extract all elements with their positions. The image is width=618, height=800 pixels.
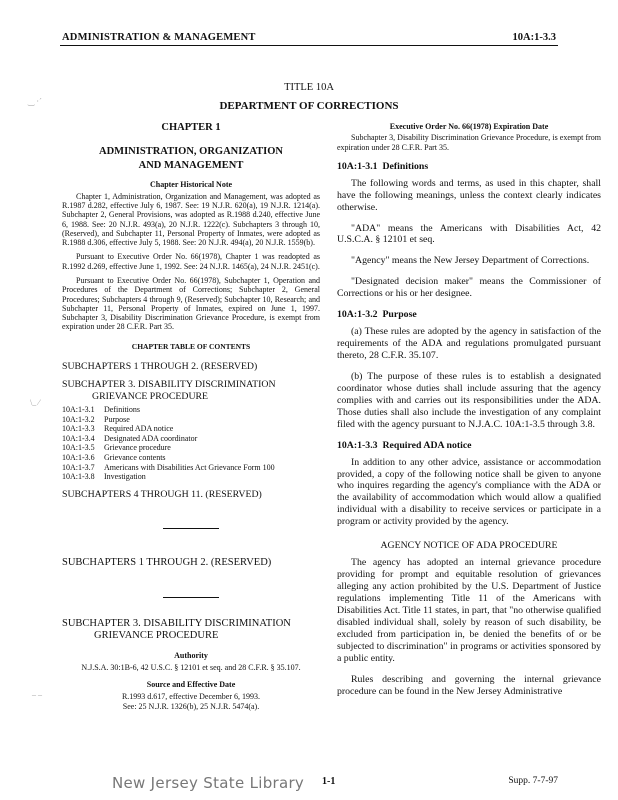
toc-item — [62, 415, 320, 425]
subchapters-1-2-heading: SUBCHAPTERS 1 THROUGH 2. (RESERVED) — [62, 557, 272, 569]
definition-ada: "ADA" means the Americans with Disabilities Act, 42 U.S.C.A. § 12101 et seq. — [337, 222, 601, 246]
toc-item — [62, 463, 320, 473]
title-heading: TITLE 10A — [284, 82, 334, 93]
notice-requirement-paragraph: In addition to any other advice, assistance or accommodation provided, a copy of the following notice shall be given to anyone who inquires regarding the agency's compliance with the ADA or the availability of accommodation which would allow a qualified individual with a disability to receive services or participate in a program or activity provided by the agency. — [337, 456, 601, 528]
toc-item-number: 10A:1-3.8 — [62, 472, 95, 482]
section-title: Definitions — [382, 160, 429, 172]
section-number: 10A:1-3.1 — [337, 160, 378, 172]
toc-subchapter-3-line1: SUBCHAPTER 3. DISABILITY DISCRIMINATION — [62, 379, 276, 390]
definitions-intro: The following words and terms, as used in this chapter, shall have the following meanings, unless the context clearly indicates otherwise. — [337, 177, 601, 213]
toc-item-label: Grievance contents — [104, 453, 166, 463]
source-line-2: See: 25 N.J.R. 1326(b), 25 N.J.R. 5474(a). — [122, 701, 260, 711]
definition-decision-maker: "Designated decision maker" means the Commissioner of Corrections or his or her designee. — [337, 276, 601, 300]
historical-note-heading: Chapter Historical Note — [149, 179, 233, 189]
definition-agency: "Agency" means the New Jersey Department of Corrections. — [351, 255, 590, 267]
authority-text: N.J.S.A. 30:1B-6, 42 U.S.C. § 12101 et seq. and 28 C.F.R. § 35.107. — [81, 662, 301, 672]
library-watermark: New Jersey State Library — [112, 774, 305, 792]
toc-item-number: 10A:1-3.4 — [62, 433, 95, 443]
right-column — [337, 122, 601, 697]
toc-item — [62, 443, 320, 453]
toc-item-number: 10A:1-3.7 — [62, 462, 95, 472]
toc-item-label: Grievance procedure — [104, 443, 171, 453]
historical-note-paragraph-3: Pursuant to Executive Order No. 66(1978), Subchapter 1, Operation and Procedures of the Department of Corrections; Subchapter 2, General Procedures; Subchapters 4 through 9, (Reserved); Subchapter 10, Research; and Subchapter 11, Personal Property of Inmates, expired on June 1, 1997. Subchapter 3, Disability Discrimination Grievance Procedure, is exempt from expiration under 28 C.F.R. Part 35. — [62, 276, 320, 332]
authority-heading: Authority — [174, 650, 208, 660]
historical-note-paragraph-2: Pursuant to Executive Order No. 66(1978), Chapter 1 was readopted as R.1992 d.269, effective June 1, 1992. See: 24 N.J.R. 1465(a), 24 N.J.R. 2451(c). — [62, 252, 320, 271]
toc-subchapter-3-line2: GRIEVANCE PROCEDURE — [92, 390, 209, 402]
source-heading: Source and Effective Date — [146, 680, 236, 690]
agency-notice-heading: AGENCY NOTICE OF ADA PROCEDURE — [380, 540, 558, 552]
toc-item-label: Definitions — [104, 405, 140, 415]
toc-item-label: Designated ADA coordinator — [104, 433, 198, 443]
agency-notice-paragraph-2: Rules describing and governing the internal grievance procedure can be found in the New Jersey Administrative — [337, 673, 601, 697]
toc-item — [62, 434, 320, 444]
toc-subchapters-1-2: SUBCHAPTERS 1 THROUGH 2. (RESERVED) — [62, 361, 258, 373]
section-3-3-heading — [337, 440, 601, 452]
exec-order-heading: Executive Order No. 66(1978) Expiration Date — [389, 122, 549, 131]
source-line-1: R.1993 d.617, effective December 6, 1993. — [121, 692, 261, 702]
toc-item-number: 10A:1-3.6 — [62, 453, 95, 463]
subchapter-3-heading-line2: GRIEVANCE PROCEDURE — [94, 630, 219, 642]
toc-item-number: 10A:1-3.3 — [62, 424, 95, 434]
toc-item — [62, 453, 320, 463]
scan-mark: ‿ ·´ — [28, 97, 42, 106]
toc-heading: CHAPTER TABLE OF CONTENTS — [131, 341, 251, 351]
left-column — [62, 122, 320, 711]
toc-item-label: Investigation — [104, 472, 146, 482]
section-title: Required ADA notice — [382, 439, 472, 451]
chapter-heading: CHAPTER 1 — [161, 122, 221, 133]
exec-order-text: Subchapter 3, Disability Discrimination Grievance Procedure, is exempt from expiration under 28 C.F.R. Part 35. — [337, 133, 601, 152]
purpose-paragraph-b: (b) The purpose of these rules is to establish a designated coordinator whose duties shall include assuring that the agency complies with and carries out its responsibilities under the ADA. Those duties shall also include the investigation of any complaint filed with the agency pursuant to N.J.A.C. 10A:1-3.5 through 3.8. — [337, 370, 601, 430]
toc-item-label: Purpose — [104, 414, 130, 424]
toc-item-label: Required ADA notice — [104, 424, 174, 434]
section-number: 10A:1-3.3 — [337, 439, 378, 451]
toc-item — [62, 424, 320, 434]
chapter-title-line2: AND MANAGEMENT — [138, 159, 244, 171]
running-header-title: ADMINISTRATION & MANAGEMENT — [62, 32, 256, 43]
toc-item-number: 10A:1-3.1 — [62, 405, 95, 415]
department-heading: DEPARTMENT OF CORRECTIONS — [219, 100, 399, 112]
section-3-1-heading — [337, 161, 601, 173]
toc-subchapters-4-11: SUBCHAPTERS 4 THROUGH 11. (RESERVED) — [62, 488, 262, 500]
section-number: 10A:1-3.2 — [337, 309, 378, 321]
toc-item-label: Americans with Disabilities Act Grievance Form 100 — [104, 462, 275, 472]
historical-note-paragraph-1: Chapter 1, Administration, Organization and Management, was adopted as R.1987 d.282, effective July 6, 1987. See: 19 N.J.R. 620(a), 19 N.J.R. 1214(a). Subchapter 2, General Provisions, was adopted as R.1988 d.240, effective June 6, 1988. See: 20 N.J.R. 493(a), 20 N.J.R. 1222(c). Subchapters 3 through 10, (Reserved), and Subchapter 11, Personal Property of Inmates, were adopted as R.1988 d.306, effective July 5, 1988. See: 20 N.J.R. 494(a), 20 N.J.R. 1559(b). — [62, 191, 320, 248]
toc-item — [62, 472, 320, 482]
toc-item-number: 10A:1-3.5 — [62, 443, 95, 453]
agency-notice-paragraph-1: The agency has adopted an internal grievance procedure providing for prompt and equitable resolution of grievances alleging any action prohibited by the U.S. Department of Justice regulations implementing Title 11 of the Americans with Disabilities Act. Title 11 states, in part, that "no otherwise qualified disabled individual shall, solely by reason of such disability, be excluded from participation in, be denied the benefits of or be subjected to discrimination" in programs or activities sponsored by a public entity. — [337, 557, 601, 664]
supplement-date: Supp. 7-7-97 — [508, 776, 558, 786]
chapter-title-line1: ADMINISTRATION, ORGANIZATION — [99, 146, 283, 158]
running-header-section: 10A:1-3.3 — [512, 32, 556, 43]
section-title: Purpose — [382, 309, 417, 321]
toc-item-number: 10A:1-3.2 — [62, 414, 95, 424]
toc-item — [62, 405, 320, 415]
toc-list — [62, 405, 320, 482]
scan-mark: \_ ⁄ — [30, 398, 40, 407]
header-rule — [60, 45, 558, 46]
scan-mark: – – — [32, 690, 42, 699]
subchapter-3-heading-line1: SUBCHAPTER 3. DISABILITY DISCRIMINATION — [62, 617, 291, 629]
page-number: 1-1 — [322, 776, 336, 787]
purpose-paragraph-a: (a) These rules are adopted by the agency in satisfaction of the requirements of the ADA and regulations promulgated pursuant thereto, 28 C.F.R. 35.107. — [337, 326, 601, 362]
section-3-2-heading — [337, 309, 601, 321]
